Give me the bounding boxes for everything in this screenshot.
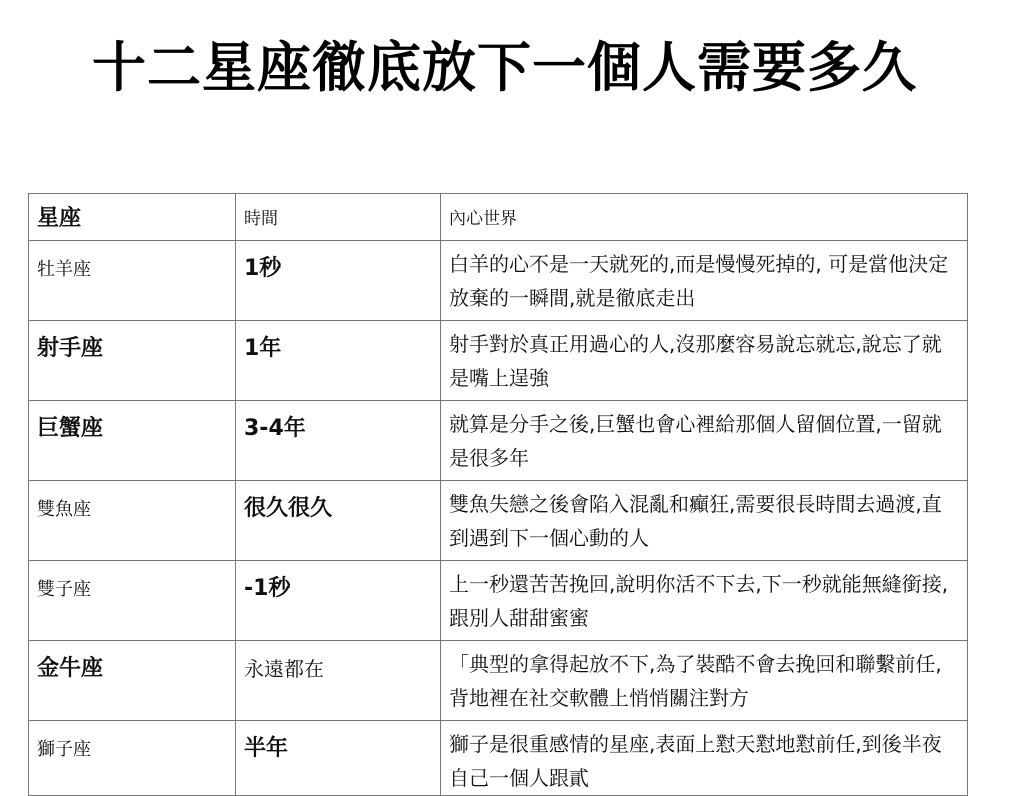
- table-header-row: [29, 194, 968, 241]
- inner-description: 獅子是很重感情的星座,表面上懟天懟地懟前任,到後半夜自己一個人跟貳: [449, 732, 942, 790]
- time-cell: [236, 481, 441, 561]
- time-value: -1秒: [244, 576, 291, 601]
- sign-cell: [29, 561, 236, 641]
- table-row: [29, 481, 968, 561]
- sign-label: 牡羊座: [37, 259, 91, 280]
- inner-cell: [441, 401, 968, 481]
- sign-cell: [29, 241, 236, 321]
- inner-cell: [441, 721, 968, 796]
- header-inner-label: 內心世界: [449, 209, 517, 229]
- table-row: [29, 561, 968, 641]
- sign-label: 雙子座: [37, 579, 91, 600]
- time-cell: [236, 561, 441, 641]
- inner-cell: [441, 481, 968, 561]
- time-value: 永遠都在: [244, 657, 324, 681]
- zodiac-table: [28, 193, 968, 796]
- header-time-label: 時間: [244, 209, 278, 229]
- sign-cell: [29, 481, 236, 561]
- time-value: 1秒: [244, 256, 282, 281]
- inner-description: 射手對於真正用過心的人,沒那麼容易說忘就忘,說忘了就是嘴上逞強: [449, 332, 942, 390]
- time-value: 1年: [244, 336, 282, 361]
- sign-label: 射手座: [37, 336, 104, 361]
- header-cell-time: [236, 194, 441, 241]
- time-value: 3-4年: [244, 416, 306, 441]
- sign-cell: [29, 641, 236, 721]
- inner-cell: [441, 241, 968, 321]
- inner-cell: [441, 321, 968, 401]
- time-cell: [236, 401, 441, 481]
- inner-description: 白羊的心不是一天就死的,而是慢慢死掉的, 可是當他決定放棄的一瞬間,就是徹底走出: [449, 252, 949, 310]
- sign-label: 金牛座: [37, 656, 104, 681]
- header-sign-label: 星座: [37, 206, 82, 231]
- time-cell: [236, 641, 441, 721]
- table-row: [29, 321, 968, 401]
- sign-label: 獅子座: [37, 739, 91, 760]
- inner-cell: [441, 561, 968, 641]
- table-row: [29, 641, 968, 721]
- table-row: [29, 721, 968, 796]
- sign-cell: [29, 321, 236, 401]
- time-cell: [236, 721, 441, 796]
- time-cell: [236, 321, 441, 401]
- sign-label: 雙魚座: [37, 499, 91, 520]
- table-row: [29, 401, 968, 481]
- inner-description: 雙魚失戀之後會陷入混亂和癲狂,需要很長時間去過渡,直到遇到下一個心動的人: [449, 492, 942, 550]
- sign-label: 巨蟹座: [37, 416, 104, 441]
- time-value: 很久很久: [244, 496, 333, 521]
- sign-cell: [29, 721, 236, 796]
- page-title: 十二星座徹底放下一個人需要多久: [92, 36, 917, 99]
- inner-description: 上一秒還苦苦挽回,說明你活不下去,下一秒就能無縫銜接,跟別人甜甜蜜蜜: [449, 572, 949, 630]
- inner-cell: [441, 641, 968, 721]
- table-row: [29, 241, 968, 321]
- time-cell: [236, 241, 441, 321]
- sign-cell: [29, 401, 236, 481]
- header-cell-inner: [441, 194, 968, 241]
- inner-description: 「典型的拿得起放不下,為了裝酷不會去挽回和聯繫前任,背地裡在社交軟體上悄悄關注對方: [449, 652, 942, 710]
- inner-description: 就算是分手之後,巨蟹也會心裡給那個人留個位置,一留就是很多年: [449, 412, 942, 470]
- header-cell-sign: [29, 194, 236, 241]
- time-value: 半年: [244, 736, 289, 761]
